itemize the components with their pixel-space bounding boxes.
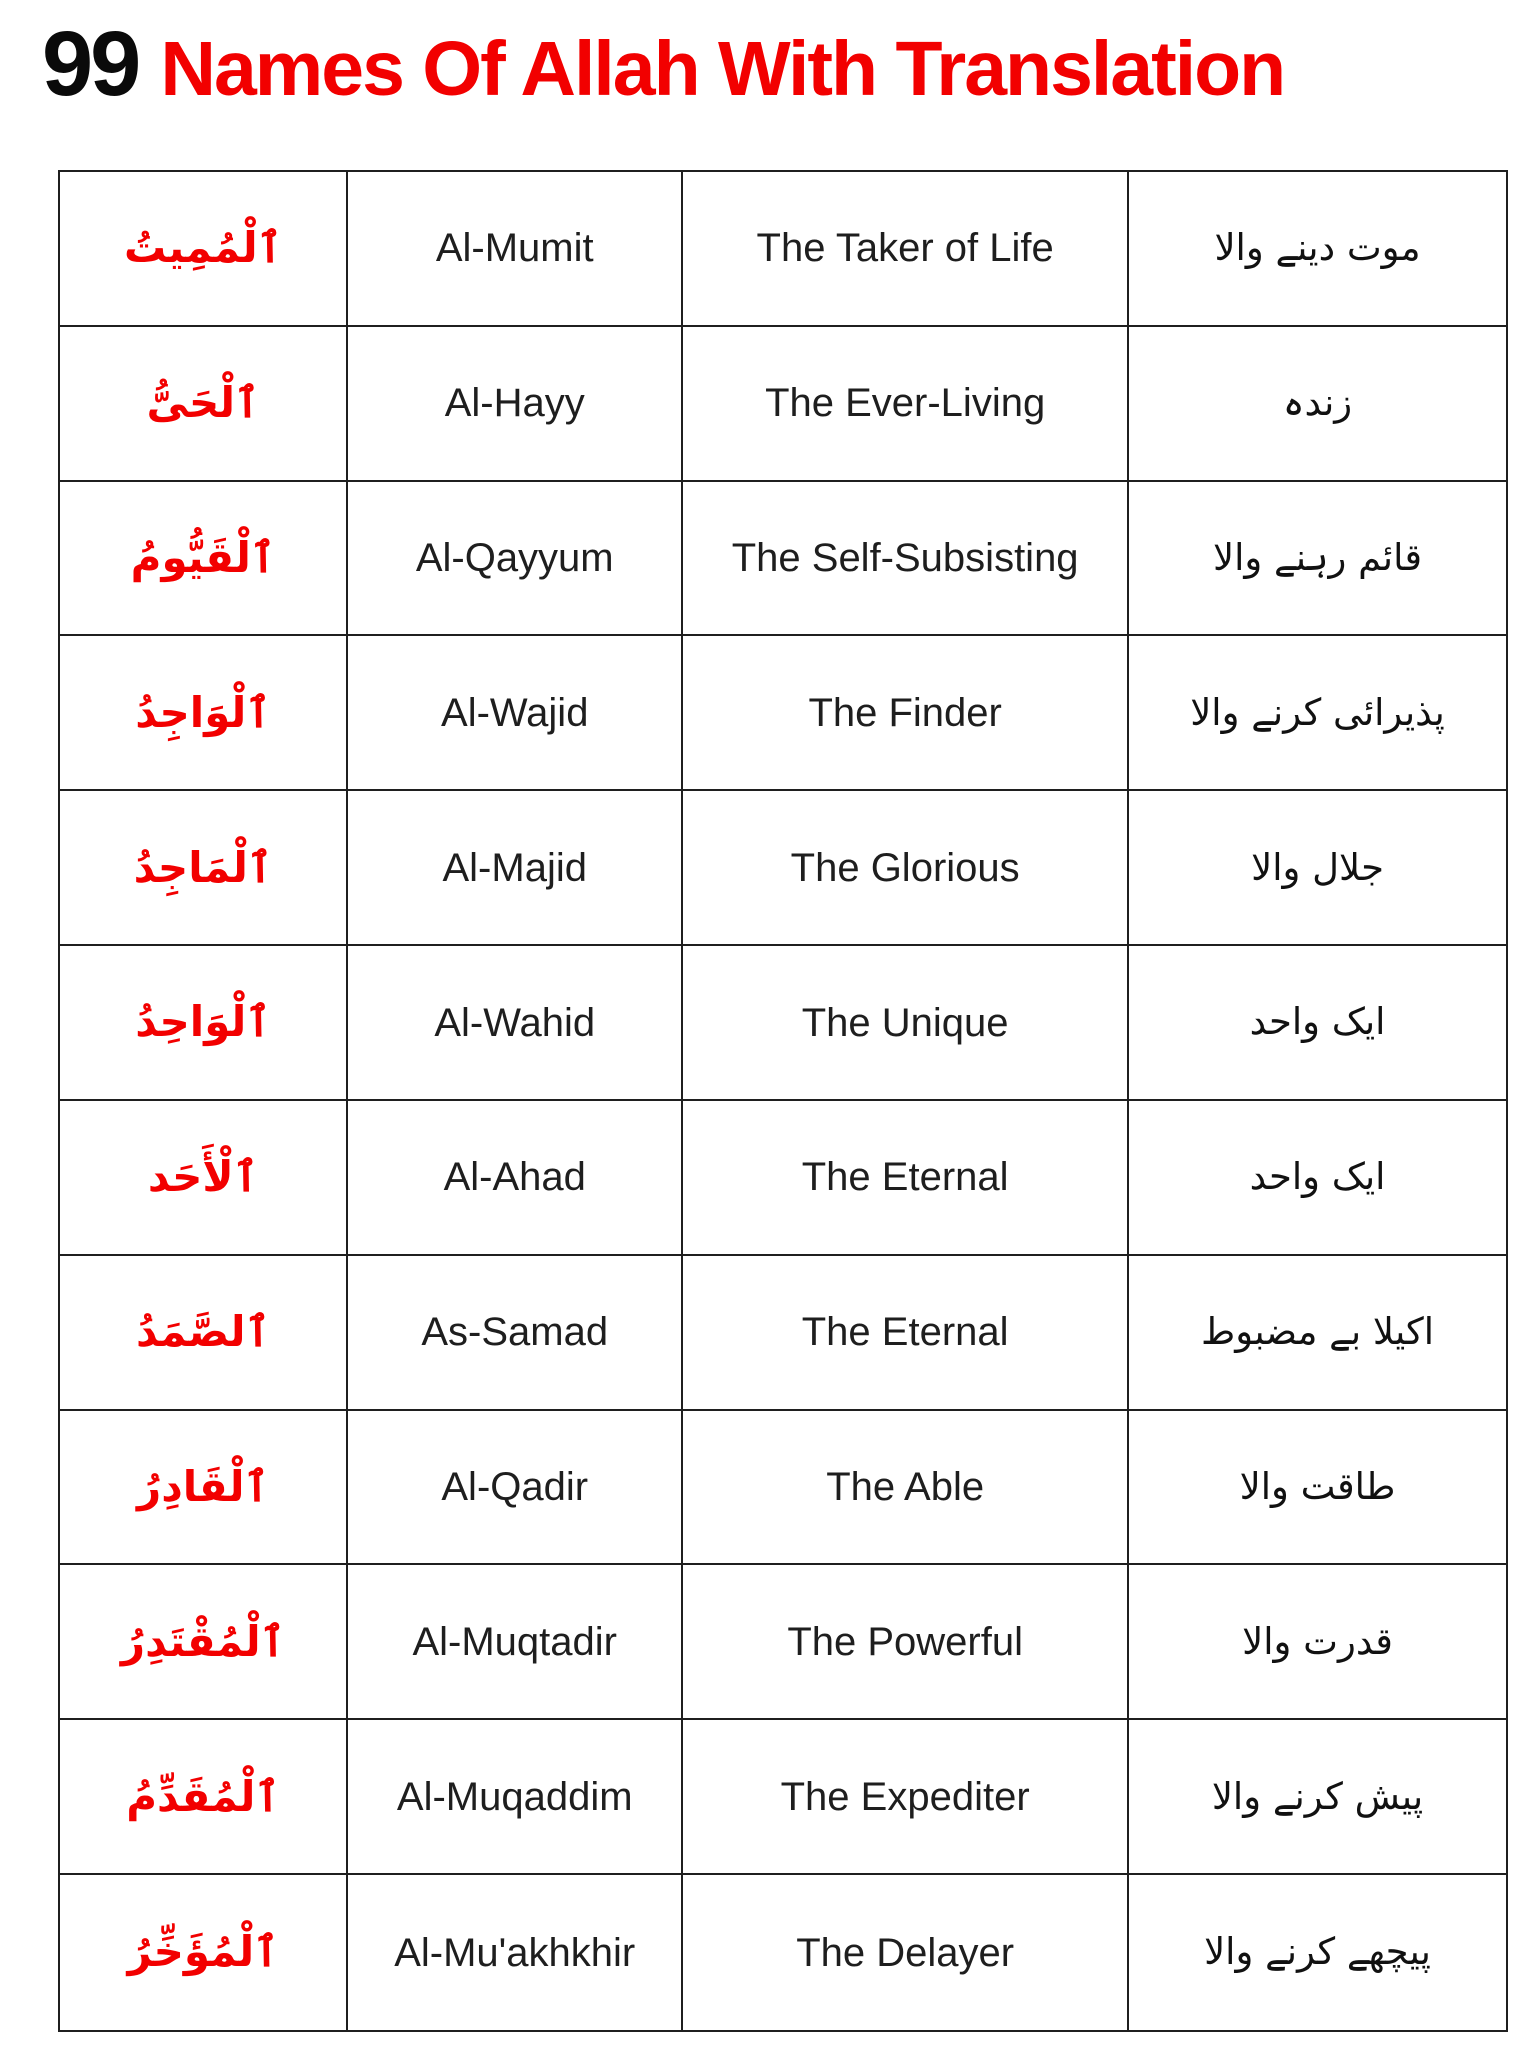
transliteration-cell: Al-Ahad [348, 1101, 683, 1256]
transliteration-cell: Al-Hayy [348, 327, 683, 482]
urdu-meaning-cell: پیش کرنے والا [1129, 1720, 1506, 1875]
urdu-meaning-cell: پذیرائی کرنے والا [1129, 636, 1506, 791]
transliteration-cell: Al-Mumit [348, 172, 683, 327]
transliteration-cell: Al-Wahid [348, 946, 683, 1101]
transliteration-cell: Al-Mu'akhkhir [348, 1875, 683, 2030]
names-table [58, 170, 1508, 2032]
arabic-name-cell: ٱلصَّمَدُ [60, 1256, 348, 1411]
english-meaning-cell: The Taker of Life [683, 172, 1129, 327]
arabic-name-cell: ٱلْوَاجِدُ [60, 636, 348, 791]
urdu-meaning-cell: اکیلا بے مضبوط [1129, 1256, 1506, 1411]
transliteration-cell: Al-Muqaddim [348, 1720, 683, 1875]
urdu-meaning-cell: زندہ [1129, 327, 1506, 482]
arabic-name-cell: ٱلْمُمِيتُ [60, 172, 348, 327]
arabic-name-cell: ٱلْأَحَد [60, 1101, 348, 1256]
arabic-name-cell: ٱلْمَاجِدُ [60, 791, 348, 946]
english-meaning-cell: The Ever-Living [683, 327, 1129, 482]
arabic-name-cell: ٱلْقَيُّومُ [60, 482, 348, 637]
transliteration-cell: Al-Qayyum [348, 482, 683, 637]
arabic-name-cell: ٱلْمُؤَخِّرُ [60, 1875, 348, 2030]
english-meaning-cell: The Glorious [683, 791, 1129, 946]
english-meaning-cell: The Eternal [683, 1256, 1129, 1411]
urdu-meaning-cell: جلال والا [1129, 791, 1506, 946]
english-meaning-cell: The Delayer [683, 1875, 1129, 2030]
urdu-meaning-cell: قائم رہنے والا [1129, 482, 1506, 637]
urdu-meaning-cell: پیچھے کرنے والا [1204, 1930, 1431, 1974]
transliteration-cell: As-Samad [348, 1256, 683, 1411]
title-number: 99 [42, 13, 139, 115]
english-meaning-cell: The Finder [683, 636, 1129, 791]
title-text: Names Of Allah With Translation [160, 26, 1285, 112]
arabic-name-cell: ٱلْمُقَدِّمُ [60, 1720, 348, 1875]
english-meaning-cell: The Powerful [683, 1565, 1129, 1720]
arabic-name-cell: ٱلْوَاحِدُ [60, 946, 348, 1101]
transliteration-cell: Al-Majid [348, 791, 683, 946]
urdu-meaning-cell: ایک واحد [1129, 1101, 1506, 1256]
english-meaning-cell: The Unique [683, 946, 1129, 1101]
urdu-meaning-cell: قدرت والا [1129, 1565, 1506, 1720]
english-meaning-cell: The Self-Subsisting [683, 482, 1129, 637]
arabic-name-cell: ٱلْقَادِرُ [60, 1411, 348, 1566]
page-title [42, 13, 1522, 115]
arabic-name-cell: ٱلْمُقْتَدِرُ [60, 1565, 348, 1720]
transliteration-cell: Al-Qadir [348, 1411, 683, 1566]
urdu-meaning-cell: ایک واحد [1129, 946, 1506, 1101]
english-meaning-cell: The Able [683, 1411, 1129, 1566]
arabic-name-cell: ٱلْحَىُّ [60, 327, 348, 482]
english-meaning-cell: The Eternal [683, 1101, 1129, 1256]
english-meaning-cell: The Expediter [683, 1720, 1129, 1875]
transliteration-cell: Al-Muqtadir [348, 1565, 683, 1720]
transliteration-cell: Al-Wajid [348, 636, 683, 791]
urdu-meaning-cell: موت دینے والا [1129, 172, 1506, 327]
urdu-meaning-cell: طاقت والا [1129, 1411, 1506, 1566]
